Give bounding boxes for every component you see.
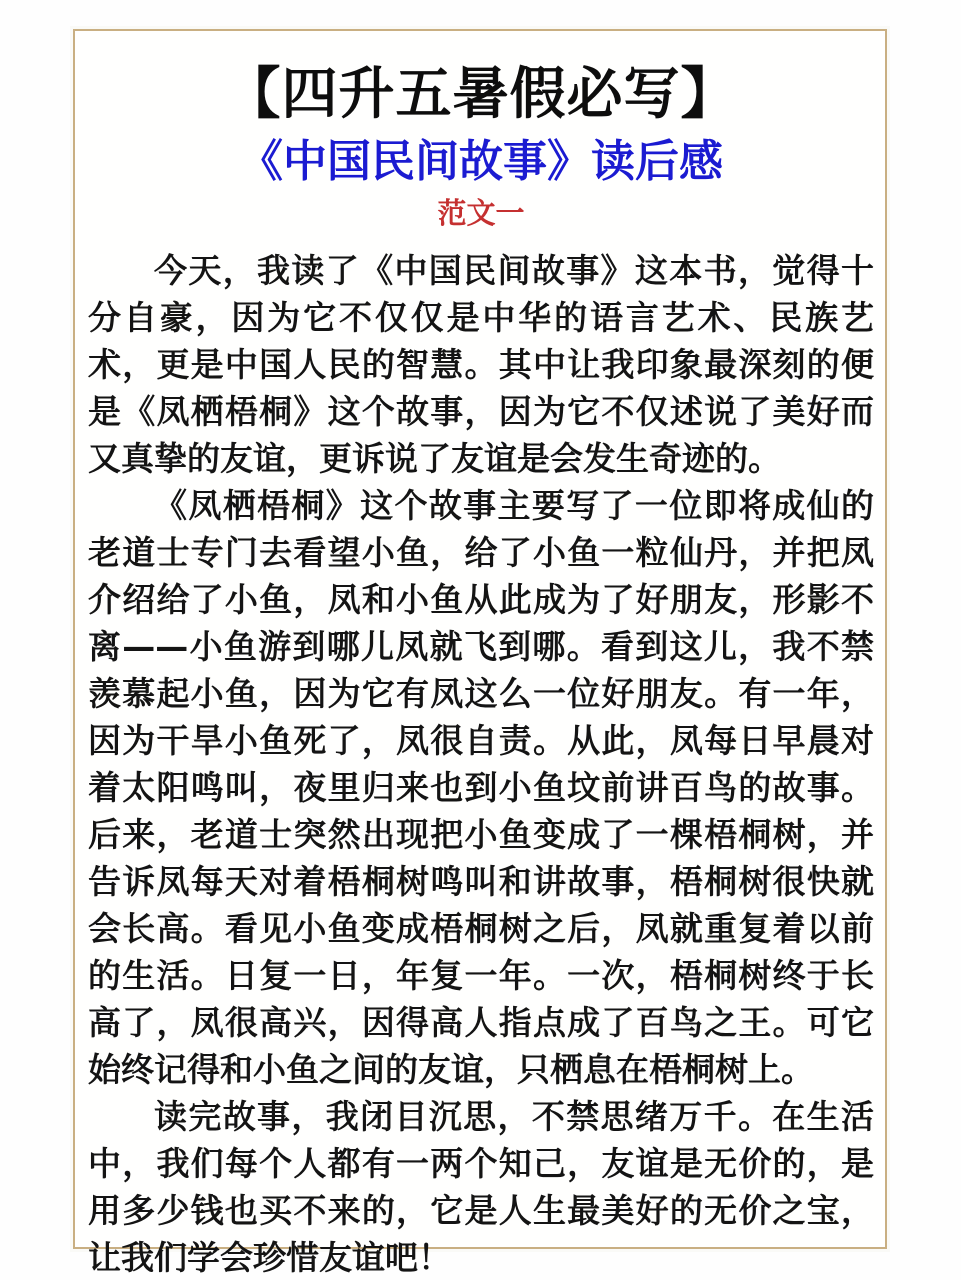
essay-paragraph-3: 读完故事，我闭目沉思，不禁思绪万千。在生活中，我们每个人都有一两个知己，友谊是无价的，是用多少钱也买不来的，它是人生最美好的无价之宝，让我们学会珍惜友谊吧！ [88, 1097, 874, 1277]
essay-paragraph-2: 《凤栖梧桐》这个故事主要写了一位即将成仙的老道士专门去看望小鱼，给了小鱼一粒仙丹，并把凤介绍给了小鱼，凤和小鱼从此成为了好朋友，形影不离——小鱼游到哪儿凤就飞到哪。看到这儿，我不禁羡慕起小鱼，因为它有凤这么一位好朋友。有一年，因为干旱小鱼死了，凤很自责。从此，凤每日早晨对着太阳鸣叫，夜里归来也到小鱼坟前讲百鸟的故事。后来，老道士突然出现把小鱼变成了一棵梧桐树，并告诉凤每天对着梧桐树鸣叫和讲故事，梧桐树很快就会长高。看见小鱼变成梧桐树之后，凤就重复着以前的生活。日复一日，年复一年。一次，梧桐树终于长高了，凤很高兴，因得高人指点成了百鸟之王。可它始终记得和小鱼之间的友谊，只栖息在梧桐树上。 [88, 486, 874, 1089]
document-frame [73, 29, 887, 1277]
sample-essay-label: 范文一 [437, 196, 525, 230]
essay-paragraph-1: 今天，我读了《中国民间故事》这本书，觉得十分自豪，因为它不仅仅是中华的语言艺术、民族艺术，更是中国人民的智慧。其中让我印象最深刻的便是《凤栖梧桐》这个故事，因为它不仅述说了美好而又真挚的友谊，更诉说了友谊是会发生奇迹的。 [88, 251, 874, 478]
page-subtitle: 《中国民间故事》读后感 [239, 136, 723, 187]
page-title: 【四升五暑假必写】 [224, 61, 738, 127]
essay-body [88, 247, 874, 1281]
